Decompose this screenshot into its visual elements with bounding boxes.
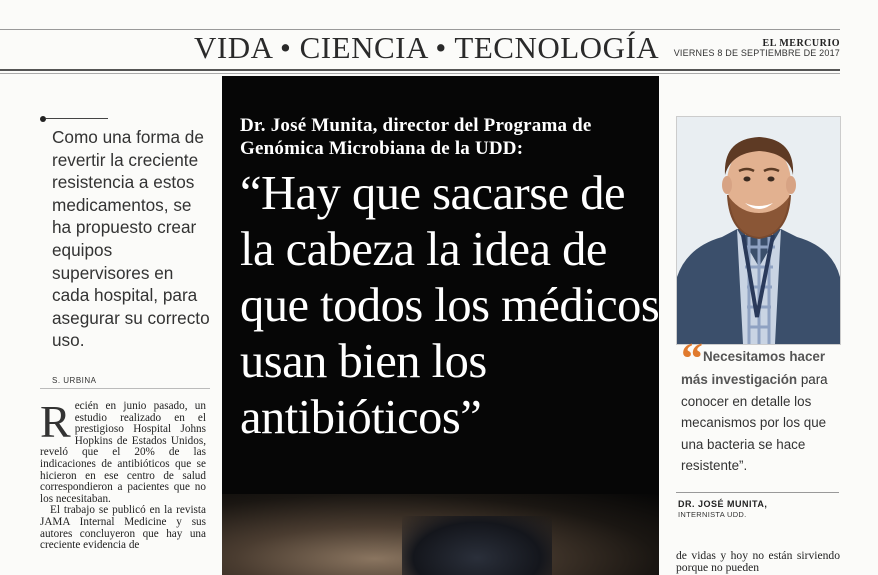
quote-mark-icon: “ bbox=[681, 334, 699, 383]
pull-quote-text: para conocer en detalle los mecanismos por los que una bacteria se hace resistente”. bbox=[681, 372, 828, 473]
header-rule-thin bbox=[0, 73, 840, 74]
portrait-illustration bbox=[677, 117, 840, 344]
article-body-right bbox=[676, 550, 840, 575]
photo-caption: Como una forma de revertir la creciente resistencia a estos medicamentos, se ha propuesto crear equipos supervisores en cada hospital, para asegurar su correcto uso. bbox=[52, 127, 210, 351]
quote-author-role: INTERNISTA UDD. bbox=[678, 510, 747, 519]
bullet-dot bbox=[40, 116, 46, 122]
publication-date: VIERNES 8 DE SEPTIEMBRE DE 2017 bbox=[673, 48, 840, 58]
drop-cap: R bbox=[40, 396, 71, 447]
article-paragraph-2: El trabajo se publicó en la revista JAMA Internal Medicine y sus autores concluyeron que hay una creciente evidencia de bbox=[40, 504, 206, 552]
pull-quote bbox=[681, 334, 841, 477]
pull-quote-bold: Necesitamos hacer más investigación bbox=[681, 349, 826, 387]
bullet-line bbox=[46, 118, 108, 119]
background-photo-shadow bbox=[402, 516, 552, 575]
newspaper-name: EL MERCURIO bbox=[762, 38, 840, 49]
headline-box bbox=[222, 76, 659, 575]
article-paragraph-1: ecién en junio pasado, un estudio realizado en el prestigioso Hospital Johns Hopkins de Estados Unidos, reveló que el 20% de las indicaciones de antibióticos que se hicieron en ese centro de salud correspondieron a pacientes que no los necesitaban. bbox=[40, 400, 206, 505]
quote-author-name: DR. JOSÉ MUNITA, bbox=[678, 499, 768, 509]
header-rule bbox=[0, 69, 840, 71]
article-paragraph-right: de vidas y hoy no están sirviendo porque no pueden bbox=[676, 549, 840, 575]
portrait-photo bbox=[676, 116, 841, 345]
section-title: VIDA • CIENCIA • TECNOLOGÍA bbox=[194, 30, 660, 65]
headline-intro: Dr. José Munita, director del Programa de Genómica Microbiana de la UDD: bbox=[240, 115, 592, 159]
headline-quote: “Hay que sacarse de la cabeza la idea de que todos los médicos usan bien los antibióticos” bbox=[240, 167, 659, 444]
article-body-left bbox=[40, 396, 206, 552]
caption-rule bbox=[40, 388, 210, 389]
photo-credit: S. URBINA bbox=[52, 376, 97, 385]
pull-quote-rule bbox=[676, 492, 839, 493]
